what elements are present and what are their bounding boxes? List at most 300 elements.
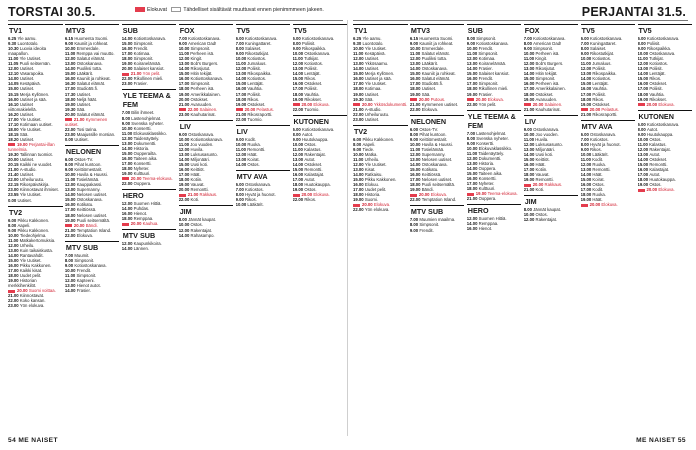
program-time: 10.00 <box>292 141 305 147</box>
program-title: Rikosjutut. <box>535 66 556 72</box>
program-time: 18.00 <box>121 165 134 171</box>
program-title: Ruoka. <box>592 192 606 198</box>
program-title: Kotiostoskanava. <box>533 36 566 41</box>
program-time: 22.00 <box>64 232 77 238</box>
program-title: Simpsonit. <box>535 76 556 82</box>
program-title: Ostoskanava. <box>590 131 617 137</box>
program-time: 20.00 <box>532 101 545 107</box>
program-title: Kingit. <box>190 56 203 62</box>
program-time: 7.00 <box>121 110 132 116</box>
program-title: Häät. <box>592 197 603 203</box>
program-title: Remontti. <box>190 187 209 193</box>
program-time: 15.00 <box>121 41 134 47</box>
program-title: Lääkärit. <box>592 151 609 157</box>
program-title: Kauhutarinat. <box>535 106 561 112</box>
program-time: 16.00 <box>121 211 134 217</box>
movie-marker-icon <box>410 98 417 101</box>
header-rule-left <box>8 20 343 21</box>
program-listing <box>122 221 177 226</box>
program-time: 11.00 <box>235 146 248 152</box>
program-time: 14.00 <box>466 221 479 227</box>
program-time: 13.00 <box>64 61 77 67</box>
program-listing <box>410 228 465 233</box>
program-title: Svenska nyheter. <box>476 135 509 141</box>
program-title: Kaikki kisat. <box>19 268 43 274</box>
program-listing <box>467 102 522 107</box>
program-time: 11.00 <box>353 156 365 162</box>
program-title: Rikospaikka. <box>247 71 272 77</box>
program-time: 9.00 <box>353 146 363 152</box>
program-title: Poliisit. <box>646 41 661 47</box>
program-time: 20.00 <box>418 192 431 198</box>
program-title: Taidenäyttely. <box>478 150 505 156</box>
program-time: 14.00 <box>353 66 365 72</box>
movie-marker-icon <box>410 194 417 197</box>
program-time: 10.00 <box>353 151 365 157</box>
program-title: Ostoskanava. <box>304 51 331 57</box>
program-title: Huutokauppa. <box>646 131 674 137</box>
program-title: Simpsonit. <box>133 56 154 62</box>
page-title-right: PERJANTAI 31.5. <box>581 5 686 19</box>
program-time: 15.00 <box>637 76 650 82</box>
program-time: 18.00 <box>523 91 536 97</box>
program-time: 10.00 <box>409 46 422 52</box>
program-title: Puoli seitsemältä. <box>421 182 456 188</box>
program-time: 8.00 <box>235 192 246 198</box>
program-title: Autot. <box>649 172 661 178</box>
program-time: 19.30 <box>353 96 365 102</box>
program-time: 19.00 <box>523 177 536 183</box>
program-title: Urheiluruutu. <box>364 111 390 117</box>
program-time: 12.00 <box>409 151 422 157</box>
program-time: 12.00 <box>178 56 191 62</box>
program-title: Yle Uutiset. <box>19 56 42 62</box>
program-title: Remontti. <box>649 162 668 168</box>
program-time: 14.00 <box>64 66 77 72</box>
program-title: Kauniit ja rohkeat. <box>419 41 454 47</box>
program-time: 20.00 <box>64 111 77 117</box>
program-time: 18.00 <box>64 96 77 102</box>
program-listing <box>293 197 348 202</box>
channel-heading: SUB <box>467 24 522 36</box>
program-title: Pikku Kakkonen. <box>17 227 50 233</box>
program-title: Simpsonit. <box>478 51 499 57</box>
program-time: 12.00 <box>580 162 593 168</box>
program-title: Simpsonit. <box>133 41 154 47</box>
program-time: 16.00 <box>178 76 191 82</box>
program-time: 21.00 <box>353 106 365 112</box>
program-time: 12.00 <box>121 201 134 207</box>
program-time: 10.00 <box>64 172 77 178</box>
program-title: Rikostutkijat. <box>245 51 270 57</box>
left-column-4 <box>179 24 234 430</box>
right-column-3 <box>467 24 522 430</box>
program-listing <box>179 233 234 238</box>
program-time: 15.00 <box>121 150 134 156</box>
program-time: 13.00 <box>353 61 365 67</box>
program-title: Poliisit. <box>592 91 606 97</box>
program-title: Kulttuuri. <box>133 171 151 177</box>
program-time: 6.00 <box>353 136 363 142</box>
program-time: 13.00 <box>292 66 305 72</box>
program-time: 16.00 <box>64 76 77 82</box>
program-time: 11.00 <box>178 141 191 147</box>
program-time: 0.00 <box>64 136 75 142</box>
program-title: Kotiostoskanava. <box>590 36 623 41</box>
program-title: Kotikatu. <box>421 167 439 173</box>
program-time: 16.00 <box>580 86 593 92</box>
program-time: 12.00 <box>292 61 305 67</box>
program-time: 10.00 <box>637 51 650 57</box>
program-title: A-studio. <box>19 167 37 173</box>
program-time: 9.00 <box>235 51 246 57</box>
program-title: Ostoskanava. <box>533 126 560 132</box>
program-title: Rantavahdit. <box>19 252 44 258</box>
program-title: Nyheter. <box>478 181 495 187</box>
program-title: Koiranelämää. <box>133 61 162 67</box>
program-title: Ostokset. <box>304 81 323 87</box>
program-title: Frasier. <box>76 288 91 294</box>
program-time: 16.10 <box>8 101 20 107</box>
program-title: Huutokauppa. <box>304 182 331 188</box>
program-title: Rikosraportti. <box>592 111 618 117</box>
program-time: 11.00 <box>121 130 134 136</box>
program-listing <box>353 207 408 212</box>
program-time: 11.05 <box>8 61 20 67</box>
program-title: Uutiset. <box>364 116 380 122</box>
program-title: Lännen. <box>133 246 149 252</box>
program-time: 6.00 <box>64 156 75 162</box>
program-title: Miljonääri. <box>535 146 555 152</box>
program-title: Uutiset ja sää. <box>19 96 47 102</box>
movie-marker-icon <box>122 223 129 226</box>
program-time: 11.00 <box>353 51 365 57</box>
program-title: Bob's Burgers. <box>190 61 219 67</box>
program-title: Dokumentti. <box>478 155 502 161</box>
program-title: Kauhutarinat. <box>190 111 216 117</box>
program-time: 12.00 <box>523 61 536 67</box>
program-title: Ostos. <box>190 222 203 228</box>
program-title: Ostos. <box>649 136 662 142</box>
program-time: 7.00 <box>523 36 534 41</box>
program-title: Pihat kuntoon. <box>419 131 447 137</box>
program-title: Merja Kyllönen. <box>19 91 50 97</box>
program-time: 20.00 <box>362 202 374 208</box>
program-listing <box>524 107 579 112</box>
program-time: 21.00 <box>64 227 77 233</box>
program-time: 10.00 <box>292 51 305 57</box>
program-time: 12.00 <box>64 182 77 188</box>
program-title: Vauvat. <box>535 172 550 178</box>
movie-marker-icon <box>524 103 531 106</box>
program-title: Hitin tekijät. <box>190 71 213 77</box>
program-time: 18.00 <box>64 212 77 218</box>
program-title: Salatut elämät. <box>76 111 106 117</box>
program-time: 12.00 <box>235 66 248 72</box>
left-column-3 <box>122 24 177 430</box>
program-time: 16.00 <box>292 172 305 178</box>
program-title: Ostos. <box>649 182 662 188</box>
program-title: Kesäpäivä. <box>364 51 386 57</box>
program-time: 18.00 <box>8 126 20 132</box>
program-title: Supernanny. <box>76 187 101 193</box>
movie-marker-icon <box>353 103 360 106</box>
program-time: 6.00 <box>8 217 18 223</box>
channel-heading: LIV <box>524 115 579 127</box>
program-time: 6.15 <box>64 36 75 41</box>
program-title: Ostokset. <box>649 156 668 162</box>
program-title: Kotiostoskanava. <box>188 36 221 41</box>
program-time: 13.00 <box>523 66 536 72</box>
program-title: Rakentajat. <box>649 146 671 152</box>
program-time: 9.00 <box>178 41 189 47</box>
program-title: Rikos. <box>247 96 260 102</box>
movie-marker-icon <box>293 194 300 197</box>
program-time: 10.00 <box>353 46 365 52</box>
program-listing <box>8 142 63 152</box>
program-title: Rakentajat. <box>535 217 558 223</box>
program-title: Kotiostoskanava. <box>190 76 223 82</box>
program-title: Kalastajat. <box>649 167 670 173</box>
program-time: 16.00 <box>637 167 650 173</box>
program-time: 14.00 <box>178 66 191 72</box>
program-title: Taiteen aika. <box>478 171 503 177</box>
program-title: Rakentajat. <box>190 227 213 233</box>
program-time: 7.00 <box>235 187 246 193</box>
program-time: 19.00 <box>409 187 422 193</box>
program-title: Elokuva. <box>487 96 504 102</box>
program-title: Remontti. <box>535 177 554 183</box>
program-time: 20.00 <box>589 202 602 208</box>
program-time: 12.00 <box>235 151 248 157</box>
program-title: Urheiluruutu. <box>19 177 45 183</box>
program-title: Elokuva. <box>313 101 330 107</box>
program-title: Ostos-TV. <box>74 156 94 162</box>
program-title: Bob's Burgers. <box>535 61 564 67</box>
program-time: 15.00 <box>409 167 422 173</box>
program-time: 15.15 <box>8 91 20 97</box>
program-time: 10.00 <box>580 151 593 157</box>
program-time: 15.00 <box>466 171 479 177</box>
program-title: Remontti. <box>592 167 611 173</box>
program-title: Lääkärit. <box>421 61 439 67</box>
program-title: Emmerdale. <box>421 46 445 52</box>
program-title: Kingit. <box>535 56 548 62</box>
program-time: 13.00 <box>580 167 593 173</box>
program-time: 19.00 <box>637 182 650 188</box>
legend-swatch-note <box>171 7 181 12</box>
program-title: Teema-elokuva. <box>142 176 173 182</box>
program-title: Elokuva. <box>313 192 330 198</box>
movie-marker-icon <box>179 108 186 111</box>
right-column-1 <box>353 24 408 430</box>
program-title: Rikos. <box>592 96 605 102</box>
program-time: 15.00 <box>8 257 20 263</box>
program-title: Muumit. <box>74 252 90 258</box>
program-title: Kapteeni. <box>76 277 95 283</box>
program-title: Kisat. <box>364 167 376 173</box>
program-title: Temptation Island. <box>76 227 112 233</box>
program-time: 6.00 <box>292 126 302 132</box>
program-title: Kodit. <box>592 156 604 162</box>
program-title: Ostos. <box>304 141 317 147</box>
program-title: Lentäjät. <box>649 71 666 77</box>
program-time: 17.00 <box>409 177 422 183</box>
movie-marker-icon <box>65 224 72 227</box>
program-time: 11.00 <box>64 51 77 57</box>
program-time: 8.00 <box>292 131 302 137</box>
program-time: 11.00 <box>64 272 77 278</box>
program-time: 19.00 <box>64 101 77 107</box>
program-title: Ostokset. <box>304 162 323 168</box>
program-title: American Dad! <box>533 41 562 47</box>
program-time: 16.00 <box>353 182 365 188</box>
program-listing <box>65 233 120 238</box>
program-title: Kesäpäivä. <box>19 81 41 87</box>
program-time: 11.00 <box>292 146 305 152</box>
program-title: Suomi voittaa. <box>28 288 56 294</box>
program-time: 20.15 <box>8 162 20 168</box>
program-time: 11.00 <box>466 51 479 57</box>
left-column-5 <box>236 24 291 430</box>
program-time: 10.00 <box>178 136 191 142</box>
program-title: Ostoskanava. <box>649 51 676 57</box>
program-listing <box>293 107 348 112</box>
program-time: 8.00 <box>580 141 591 147</box>
program-time: 12.00 <box>637 61 650 67</box>
program-title: Huomenta Suomi. <box>74 36 109 41</box>
program-time: 7.00 <box>64 252 75 258</box>
program-title: Frendit. <box>133 46 149 52</box>
program-title: Jännät kaupat. <box>188 217 217 223</box>
program-title: Vauhtia. <box>247 86 263 92</box>
program-time: 6.00 <box>235 182 246 188</box>
program-time: 9.00 <box>292 46 302 52</box>
program-time: 12.00 <box>353 56 365 62</box>
program-time: 19.00 <box>409 91 422 97</box>
program-title: Luksusasunto. <box>190 151 218 157</box>
program-time: 19.00 <box>178 182 191 188</box>
program-time: 18.00 <box>235 96 248 102</box>
program-title: Rakkaus. <box>544 182 563 188</box>
program-title: Rikospäiväkirja. <box>19 182 50 188</box>
program-time: 18.00 <box>466 186 479 192</box>
channel-heading: TV1 <box>353 24 408 36</box>
program-title: Kotiostoskanava. <box>301 126 335 132</box>
program-time: 10.00 <box>409 141 422 147</box>
program-title: Yle aamu. <box>362 36 382 41</box>
program-title: Kalastajat. <box>304 172 325 178</box>
program-title: Kotiostoskanava. <box>476 41 509 47</box>
program-time: 10.00 <box>466 46 479 52</box>
program-title: Frendit. <box>478 76 494 82</box>
footer-left: 54 ME NAISET <box>8 437 58 444</box>
program-listing <box>236 202 291 207</box>
program-time: 12.00 <box>64 56 77 62</box>
program-title: Luovia ideoita maapallon. <box>8 46 47 57</box>
program-title: Kiinnostavat. <box>19 293 45 299</box>
program-time: 8.00 <box>235 46 246 52</box>
program-time: 17.00 <box>580 187 593 193</box>
program-title: Svenska nyheter. <box>131 120 164 126</box>
program-title: Emmerdale. <box>76 46 100 52</box>
channel-heading: MTV SUB <box>122 229 177 241</box>
channel-heading: HERO <box>122 189 177 201</box>
program-title: Matkakertomuksia. <box>19 237 56 243</box>
program-title: Kotiostoskanava. <box>190 136 223 142</box>
channel-heading: TV5 <box>581 24 636 36</box>
program-title: Tuomio. <box>247 116 263 122</box>
program-time: 14.00 <box>178 232 191 238</box>
program-title: Simpsonit. <box>190 46 211 52</box>
program-time: 10.00 <box>466 145 479 151</box>
program-time: 21.00 <box>130 71 143 77</box>
program-title: Kotiostoskanava. <box>646 121 680 127</box>
program-time: 19.00 <box>353 197 365 203</box>
program-time: 23.00 <box>353 116 365 122</box>
program-time: 9.00 <box>64 167 75 173</box>
program-time: 22.00 <box>353 111 365 117</box>
program-time: 9.00 <box>235 136 246 142</box>
program-title: Historia. <box>478 160 495 166</box>
channel-heading: YLE TEEMA & FEM <box>467 110 522 131</box>
program-title: Luontotalo. <box>362 41 384 47</box>
program-time: 21.00 <box>235 111 248 117</box>
program-title: Elokuva. <box>601 202 618 208</box>
program-title: Tosielämää. <box>421 146 445 152</box>
program-time: 16.00 <box>353 76 365 82</box>
program-time: 13.00 <box>64 283 77 289</box>
program-time: 8.00 <box>466 135 477 141</box>
program-title: Pelastus. <box>256 106 274 112</box>
program-title: Sää. <box>364 96 374 102</box>
program-time: 11.00 <box>637 141 650 147</box>
program-time: 18.00 <box>178 86 191 92</box>
program-time: 20.00 <box>532 182 545 188</box>
program-title: Amerikkalainen. <box>535 86 566 92</box>
program-time: 20.00 <box>301 101 314 107</box>
program-listing <box>8 198 63 203</box>
program-title: Rikos. <box>304 197 317 203</box>
program-time: 18.00 <box>409 182 422 188</box>
program-title: Huutokauppa. <box>301 136 329 142</box>
program-listing <box>122 81 177 86</box>
program-time: 15.00 <box>353 71 365 77</box>
program-time: 21.00 <box>178 101 191 107</box>
program-time: 10.00 <box>178 46 191 52</box>
program-title: Ostoskanava. <box>421 66 448 72</box>
program-time: 17.00 <box>121 51 134 57</box>
program-time: 9.00 <box>121 120 132 126</box>
program-title: Ostos. <box>535 212 548 218</box>
program-title: Poliisit. <box>649 86 663 92</box>
program-time: 6.00 <box>637 36 647 41</box>
program-title: Pikku Kakkonen. <box>362 136 395 142</box>
program-title: Studio55.fi. <box>421 81 443 87</box>
program-title: Kotiostoskanava. <box>133 36 166 41</box>
program-time: 6.00 <box>580 36 591 41</box>
program-time: 16.00 <box>466 76 479 82</box>
program-time: 9.00 <box>64 262 75 268</box>
program-title: Kuin taikaiskusta. <box>19 247 53 253</box>
channel-heading: TV5 <box>638 24 693 36</box>
program-title: Yön pelit. <box>142 71 161 77</box>
program-title: Elokuu. <box>364 182 380 188</box>
program-time: 18.00 <box>121 56 134 62</box>
program-time: 19.00 <box>8 278 20 284</box>
program-time: 12.00 <box>409 56 422 62</box>
program-time: 12.00 <box>121 241 134 247</box>
